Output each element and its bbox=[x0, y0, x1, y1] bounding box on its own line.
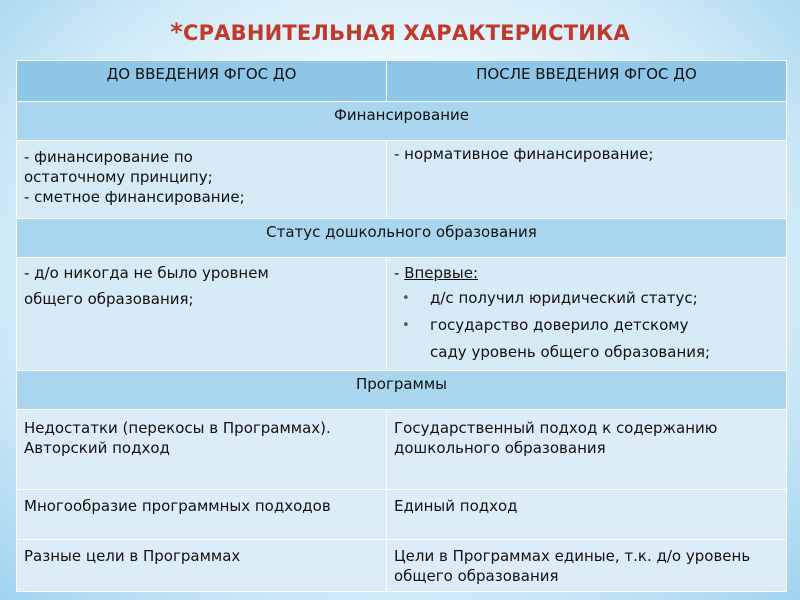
table-row bbox=[17, 410, 787, 490]
status-after-prefix: - bbox=[394, 264, 405, 282]
status-before-line: общего образования; bbox=[24, 290, 194, 308]
financing-before-line: - финансирование по bbox=[24, 148, 193, 166]
status-after-cell bbox=[387, 258, 787, 371]
bullet-icon: • bbox=[402, 291, 410, 306]
bullet-icon: • bbox=[402, 318, 410, 333]
table-row bbox=[17, 141, 787, 219]
title-asterisk: * bbox=[170, 18, 183, 46]
header-after: ПОСЛЕ ВВЕДЕНИЯ ФГОС ДО bbox=[387, 61, 787, 102]
title-text: СРАВНИТЕЛЬНАЯ ХАРАКТЕРИСТИКА bbox=[182, 21, 630, 45]
list-item-continuation bbox=[394, 339, 779, 366]
programs-after-cell: Цели в Программах единые, т.к. д/о уровень общего образования bbox=[387, 540, 787, 592]
status-bullet-text: государство доверило детскому bbox=[430, 316, 689, 334]
section-row-status bbox=[17, 219, 787, 258]
programs-before-cell: Разные цели в Программах bbox=[17, 540, 387, 592]
programs-after-cell: Государственный подход к содержанию дошкольного образования bbox=[387, 410, 787, 490]
status-after-lead bbox=[394, 261, 779, 285]
section-row-programs bbox=[17, 371, 787, 410]
list-item bbox=[394, 312, 779, 339]
section-title-financing: Финансирование bbox=[17, 102, 787, 141]
section-row-financing bbox=[17, 102, 787, 141]
financing-before-cell bbox=[17, 141, 387, 219]
programs-after-cell: Единый подход bbox=[387, 490, 787, 540]
comparison-table bbox=[16, 60, 787, 592]
financing-after-text: - нормативное финансирование; bbox=[394, 145, 654, 163]
page-title bbox=[0, 18, 800, 46]
status-bullet-text: д/с получил юридический статус; bbox=[430, 289, 698, 307]
status-after-lead-text: Впервые: bbox=[404, 264, 479, 282]
status-bullet-text: саду уровень общего образования; bbox=[430, 343, 711, 361]
list-item bbox=[394, 285, 779, 312]
status-before-line: - д/о никогда не было уровнем bbox=[24, 264, 269, 282]
programs-before-cell: Многообразие программных подходов bbox=[17, 490, 387, 540]
financing-after-cell bbox=[387, 141, 787, 219]
status-before-cell bbox=[17, 258, 387, 371]
section-title-status: Статус дошкольного образования bbox=[17, 219, 787, 258]
programs-before-cell: Недостатки (перекосы в Программах). Авторский подход bbox=[17, 410, 387, 490]
table-row bbox=[17, 540, 787, 592]
header-before: ДО ВВЕДЕНИЯ ФГОС ДО bbox=[17, 61, 387, 102]
table-row bbox=[17, 258, 787, 371]
financing-before-line: - сметное финансирование; bbox=[24, 188, 245, 206]
financing-before-line: остаточному принципу; bbox=[24, 168, 213, 186]
section-title-programs: Программы bbox=[17, 371, 787, 410]
table-row bbox=[17, 490, 787, 540]
table-header-row bbox=[17, 61, 787, 102]
